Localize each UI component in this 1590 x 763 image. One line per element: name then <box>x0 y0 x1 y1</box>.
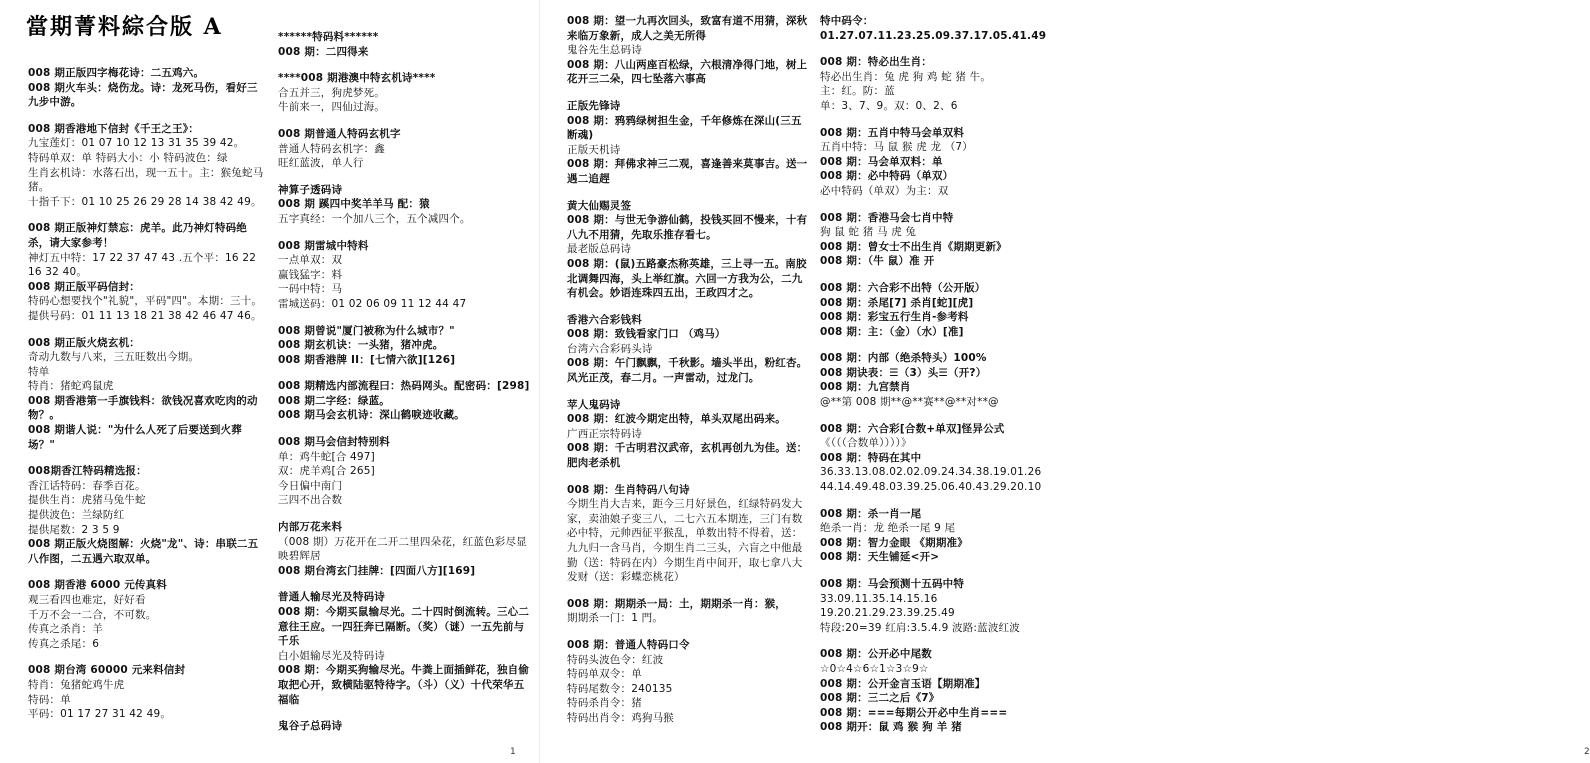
text-line: 一码中特：马 <box>278 283 343 296</box>
text-block <box>820 126 1070 199</box>
text-line: 主：红。防：蓝 <box>820 85 895 98</box>
text-line: 008 期二字经：绿蓝。 <box>278 394 390 407</box>
text-line: 生肖玄机诗：水落石出，现一五十。主：猴兔蛇马猪。 <box>28 166 264 194</box>
text-line: 008 期：智力金眼 《期期准》 <box>820 536 968 549</box>
text-line: 008 期：今期买鼠输尽光。二十四时倒流转。三心二意往王应。一四狂奔已隔断。（奖）（谜）一五先前与千乐 <box>278 606 530 648</box>
text-line: 008 期香港牌 II：[七情六欲][126] <box>278 353 456 366</box>
text-line: 雷城送码：01 02 06 09 11 12 44 47 <box>278 297 467 310</box>
text-line: 特单 <box>28 365 50 378</box>
text-line: 狗 鼠 蛇 猪 马 虎 兔 <box>820 226 917 239</box>
text-line: 008 期台湾 60000 元来料信封 <box>28 664 186 677</box>
text-block <box>567 597 810 626</box>
text-line: 鬼谷先生总码诗 <box>567 44 642 57</box>
text-block <box>28 578 266 651</box>
text-block <box>567 313 810 386</box>
left-page <box>0 0 540 763</box>
text-line: 特码尾数令：240135 <box>567 682 673 695</box>
text-line: 台湾六合彩码头诗 <box>567 342 653 355</box>
text-block <box>567 638 810 726</box>
text-line: 008 期：红波今期定出特，单头双尾出码来。 <box>567 413 786 426</box>
text-line: 鬼谷子总码诗 <box>278 720 343 733</box>
text-line: 008 期正版火烧玄机： <box>28 336 140 349</box>
text-line: 008 期：天生铺延<开> <box>820 551 940 564</box>
text-line: 44.14.49.48.03.39.25.06.40.43.29.20.10 <box>820 481 1042 494</box>
text-line: 期期杀一门：1 門。 <box>567 612 664 625</box>
text-block <box>278 324 530 368</box>
text-block <box>820 422 1070 495</box>
text-line: 奇动九数与八来，三五旺数出今期。 <box>28 351 200 364</box>
text-line: 008 期：致钱看家门口 （鸡马） <box>567 328 726 341</box>
text-line: 008 期马会玄机诗：深山鹤唳迹收藏。 <box>278 409 465 422</box>
text-line: 008 期：与世无争游仙鹤，投钱买回不慢来，十有八九不用猜，先取乐推存看七。 <box>567 214 808 241</box>
text-line: 008 期：普通人特码口令 <box>567 638 690 651</box>
text-line: 008 期：望一九再次回头，致富有道不用猜，深秋来临万象新，成人之美无所得 <box>567 15 808 42</box>
text-line: 008 期：鸦鸦绿树担生金，千年修炼在深山(三五断魂) <box>567 114 802 142</box>
text-line: 特码出肖令：鸡狗马猴 <box>567 711 674 724</box>
text-block <box>567 199 810 301</box>
text-line: 双：虎羊鸡[合 265] <box>278 465 375 478</box>
text-line: 合五并三，狗虎梦死。 <box>278 86 385 99</box>
text-block <box>820 55 1070 113</box>
text-line: 008 期：九宫禁肖 <box>820 381 911 394</box>
text-line: 33.09.11.35.14.15.16 <box>820 592 938 605</box>
text-line: 提供号码：01 11 13 18 21 38 42 46 47 46。 <box>28 309 262 322</box>
text-line: 特码头波色令：红波 <box>567 653 664 666</box>
text-line: 008 期香港地下信封《千王之王》： <box>28 122 199 135</box>
text-block <box>567 483 810 585</box>
text-line: 特码杀肖令：猪 <box>567 697 642 710</box>
text-line: 008 期：（牛 鼠）准 开 <box>820 255 935 268</box>
text-line: 008 期 蹊四中奖羊羊马 配：猿 <box>278 198 430 211</box>
text-line: 008 期：五肖中特马会单双料 <box>820 126 965 139</box>
text-line: （008 期）万花开在二开二里四朵花，红蓝色彩尽显映碧辉居 <box>278 535 527 563</box>
text-block <box>820 647 1070 735</box>
text-line: 传真之杀肖：羊 <box>28 623 103 636</box>
text-line: 008 期：主：（金）（水）[准] <box>820 325 964 338</box>
text-line: 牛前来一，四仙过海。 <box>278 101 385 114</box>
text-line: 平码：01 17 27 31 42 49。 <box>28 708 172 721</box>
text-line: 008 期：期期杀一局：土，期期杀一肖：猴， <box>567 597 786 610</box>
text-line: 008 期：今期买狗输尽光。牛粪上面插鲜花，独自偷取把心开，致横陆驱特待字。（斗）（义）十代荣华五福临 <box>278 664 530 706</box>
text-line: 008 期：特必出生肖： <box>820 56 932 69</box>
page-number: 2 <box>1584 747 1590 757</box>
text-block <box>820 281 1070 339</box>
text-line: 008 期正版火烧图解：火烧"龙"、诗：串联二五八作图，二五遇六取双单。 <box>28 538 259 565</box>
text-block <box>28 66 266 110</box>
text-line: 五肖中特：马 鼠 猴 虎 龙 （7） <box>820 141 973 154</box>
text-block <box>567 14 810 87</box>
text-line: 赢钱猛字：料 <box>278 268 343 281</box>
text-line: 008 期马会信封特别料 <box>278 436 390 449</box>
text-line: 香港六合彩钱料 <box>567 313 642 326</box>
text-line: 008 期：公开必中尾数 <box>820 648 932 661</box>
text-line: 特码：单 <box>28 693 71 706</box>
text-line: 008 期火车头：烧伤龙。诗：龙死马伤，看好三九步中游。 <box>28 81 258 109</box>
text-line: 千万不会一二合，不可数。 <box>28 608 157 621</box>
text-line: 008 期：马会单双料：单 <box>820 155 943 168</box>
text-line: 008 期：公开金言玉语【期期准】 <box>820 677 986 690</box>
text-line: 特码单双令：单 <box>567 668 642 681</box>
text-line: 008 期诀表：☰（3）头☰（开?） <box>820 366 987 379</box>
text-line: 36.33.13.08.02.02.09.24.34.38.19.01.26 <box>820 466 1042 479</box>
text-line: 《（（（合数单））））》 <box>820 437 912 450</box>
text-line: 广西正宗特码诗 <box>567 427 642 440</box>
text-line: 一点单双：双 <box>278 254 343 267</box>
text-line: 最老版总码诗 <box>567 243 632 256</box>
text-block <box>278 520 530 578</box>
text-line: 白小姐输尽光及特码诗 <box>278 649 385 662</box>
text-line: 008 期：三二之后《7》 <box>820 692 940 705</box>
text-line: 神灯五中特：17 22 37 47 43 .五个平：16 22 16 32 40。 <box>28 251 257 279</box>
text-line: 特码心想要找个"礼貌"，平码"四"。本期：三十。 <box>28 295 263 308</box>
text-line: 十指千下：01 10 25 26 29 28 14 38 42 49。 <box>28 195 262 208</box>
text-line: 苹人鬼码诗 <box>567 398 621 411</box>
text-line: 特码单双：单 特码大小：小 特码波色：绿 <box>28 151 228 164</box>
text-line: 008 期：六合彩不出特（公开版） <box>820 281 986 294</box>
text-line: 香江话特码：春季百花。 <box>28 479 146 492</box>
text-line: 绝杀一肖：龙 绝杀一尾 9 尾 <box>820 522 956 535</box>
text-line: 008 期台湾玄门挂牌：[四面八方][169] <box>278 564 476 577</box>
text-block <box>28 663 266 721</box>
text-line: 008 期正版神灯禁忘：虎羊。此乃神灯特码绝杀，请大家参考！ <box>28 222 247 249</box>
text-block <box>820 14 1070 43</box>
text-line: 普通人输尽光及特码诗 <box>278 591 385 604</box>
text-block <box>28 464 266 566</box>
text-block <box>820 577 1070 635</box>
text-line: 008 期：香港马会七肖中特 <box>820 211 954 224</box>
text-line: 单：鸡牛蛇[合 497] <box>278 450 375 463</box>
text-line: 008 期：彩宝五行生肖-参考料 <box>820 311 969 324</box>
text-block <box>567 398 810 471</box>
text-line: 普通人特码玄机字：鑫 <box>278 142 385 155</box>
text-line: 内部万花来料 <box>278 521 343 534</box>
text-line: 提供波色：兰绿防红 <box>28 509 125 522</box>
text-line: 五字真经：一个加八三个，五个减四个。 <box>278 212 471 225</box>
text-block <box>567 99 810 187</box>
text-line: 特肖：兔猪蛇鸡牛虎 <box>28 678 125 691</box>
text-line: 旺红蓝波，单人行 <box>278 157 364 170</box>
text-line: 008 期：内部（绝杀特头）100% <box>820 352 987 365</box>
text-line: 008 期：(鼠)五路豪杰称英雄，三上寻一五。南胶北调舞四海，头上举红旗。六回一方我为公，二九有机会。妙语连珠四五出，王政四才之。 <box>567 257 807 300</box>
text-line: ******特码料****** <box>278 31 379 43</box>
text-line: 008 期：杀尾[7] 杀肖[蛇][虎] <box>820 296 974 309</box>
text-block <box>820 211 1070 269</box>
text-line: 008 期普通人特码玄机字 <box>278 127 401 140</box>
text-line: 008 期：生肖特码八句诗 <box>567 483 690 496</box>
text-line: 今期生肖大吉来，距今三月好景色，红绿特码发大家，卖油娘子变三八，二七六五本期连，三门有数必中特，元帅西征平猴乱，单数出特不得着，送：九九归一含马肖，今期生肖二三头，六盲之中他最勤（送：特码在内）今期生肖中间开，取七拿八大发财（送：彩蝶恋桃花） <box>567 498 803 584</box>
text-block <box>278 719 530 734</box>
text-line: 黄大仙赐灵签 <box>567 199 632 212</box>
text-block <box>278 435 530 508</box>
text-line: 008 期曾说"厦门被称为什么城市？" <box>278 324 455 337</box>
text-line: 特中码令：01.27.07.11.23.25.09.37.17.05.41.49 <box>820 15 1047 42</box>
text-block <box>278 590 530 707</box>
page-number: 1 <box>510 747 516 757</box>
column-2 <box>278 30 530 745</box>
text-line: 008 期玄机诀：一头猪，猪冲虎。 <box>278 339 444 352</box>
text-block <box>278 30 530 59</box>
text-line: 特肖：猪蛇鸡鼠虎 <box>28 380 114 393</box>
text-block <box>28 336 266 453</box>
text-line: 008期香江特码精选报： <box>28 465 147 478</box>
text-line: 008 期：曾女士不出生肖《期期更新》 <box>820 240 1007 253</box>
text-line: ☆0☆4☆6☆1☆3☆9☆ <box>820 662 929 675</box>
text-line: 三四不出合数 <box>278 494 343 507</box>
text-line: 008 期香港第一手旗钱料：欲钱况喜欢吃肉的动物？。 <box>28 394 258 422</box>
text-block <box>28 122 266 210</box>
text-line: 008 期：===每期公开必中生肖=== <box>820 706 1008 719</box>
column-3 <box>567 14 810 745</box>
text-line: 008 期：马会预测十五码中特 <box>820 578 965 590</box>
text-line: 008 期：六合彩[合数+单双]怪异公式 <box>820 422 1005 435</box>
text-line: 008 期：必中特码（单双） <box>820 170 954 183</box>
text-block <box>278 71 530 115</box>
text-line: 008 期：午门飘飘，千秋影。墙头半出，粉红杏。风光正茂，春二月。一声雷动，过龙门。 <box>567 357 808 385</box>
column-4 <box>820 14 1070 745</box>
text-line: 008 期正版平码信封： <box>28 280 140 293</box>
text-line: 必中特码（单双）为主：双 <box>820 184 949 197</box>
text-line: 今日偏中南门 <box>278 479 343 492</box>
text-line: 正版先锋诗 <box>567 99 621 112</box>
text-block <box>28 221 266 323</box>
text-line: 008 期：特码在其中 <box>820 451 922 464</box>
text-line: 观三看四也难定，好好看 <box>28 594 146 606</box>
text-line: 008 期雷城中特料 <box>278 239 369 252</box>
column-1 <box>28 66 266 745</box>
text-line: 提供尾数：2 3 5 9 <box>28 523 120 536</box>
text-line: 特段:20=39 红肩:3.5.4.9 波路:蓝波红波 <box>820 621 1020 634</box>
text-line: 神算子透码诗 <box>278 183 343 196</box>
text-line: 九宝莲灯：01 07 10 12 13 31 35 39 42。 <box>28 137 245 150</box>
text-line: 提供生肖：虎猪马兔牛蛇 <box>28 494 146 507</box>
text-block <box>820 507 1070 565</box>
text-line: ****008 期港澳中特玄机诗**** <box>278 72 436 85</box>
text-line: 008 期谐人说："为什么人死了后要送到火葬场？" <box>28 424 242 451</box>
text-block <box>820 351 1070 409</box>
text-block <box>278 239 530 312</box>
text-block <box>278 379 530 423</box>
text-line: 传真之杀尾：6 <box>28 637 100 650</box>
text-block <box>278 183 530 227</box>
text-line: @**第 008 期**@**赛**@**对**@ <box>820 396 999 409</box>
text-line: 特必出生肖：兔 虎 狗 鸡 蛇 猪 牛。 <box>820 70 992 83</box>
document-title: 當期菁料綜合版 A <box>26 14 223 40</box>
text-line: 008 期开：鼠 鸡 猴 狗 羊 猪 <box>820 721 962 734</box>
text-line: 008 期：二四得来 <box>278 45 369 58</box>
text-line: 008 期：杀一肖一尾 <box>820 507 922 520</box>
text-line: 正版天机诗 <box>567 143 621 156</box>
text-block <box>278 127 530 171</box>
text-line: 008 期精选内部流程曰：热码网头。配密码：[298] <box>278 380 530 393</box>
text-line: 单：3、7、9。双：0、2、6 <box>820 99 958 112</box>
text-line: 008 期正版四字梅花诗：二五鸡六。 <box>28 67 205 79</box>
text-line: 008 期香港 6000 元传真料 <box>28 579 168 592</box>
text-line: 008 期：八山两座百松绿，六根清净得门地，树上花开三二朵，四七坠落六事高 <box>567 58 808 86</box>
text-line: 19.20.21.29.23.39.25.49 <box>820 607 955 620</box>
text-line: 008 期：拜佛求神三二观，喜逢善来莫事吉。送一遇二追趕 <box>567 158 808 185</box>
text-line: 008 期：千古明君汉武帝，玄机再创九为佳。送：肥肉老杀机 <box>567 442 808 470</box>
